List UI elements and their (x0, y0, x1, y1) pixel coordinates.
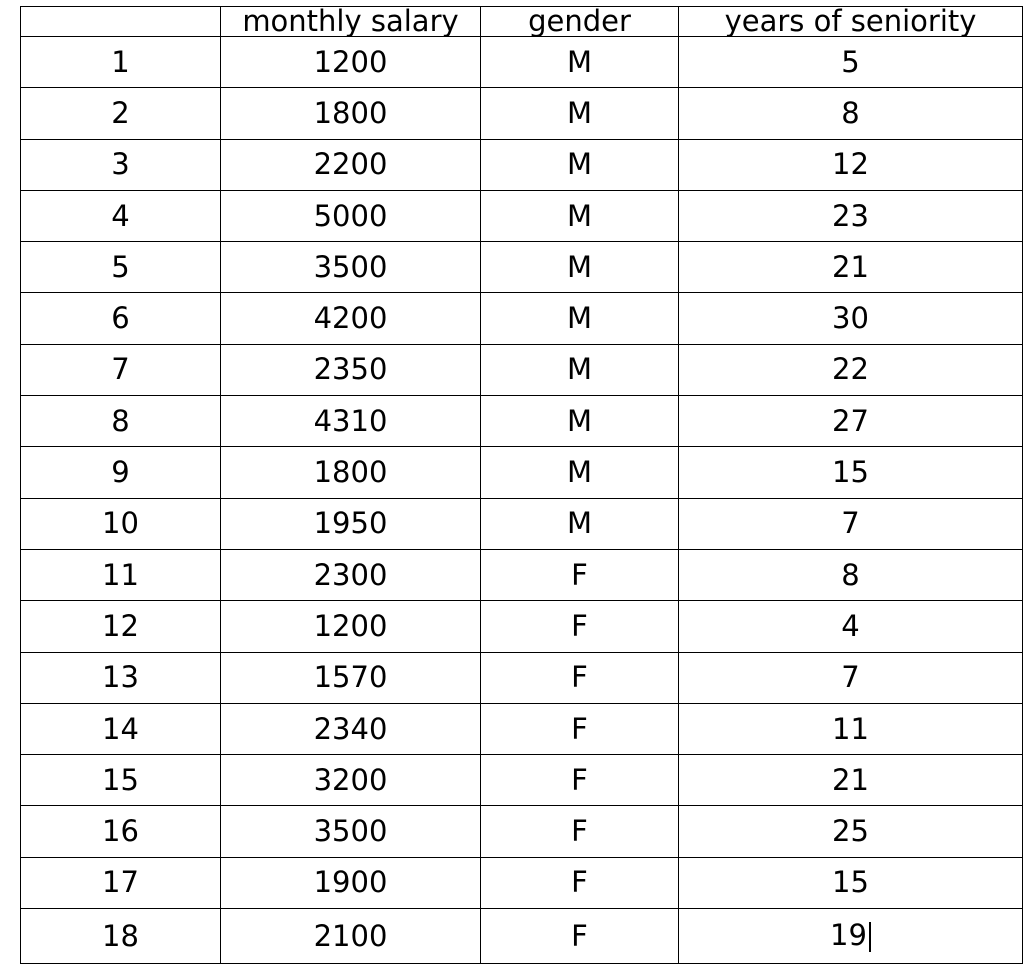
cell-index[interactable]: 15 (21, 755, 221, 806)
cell-index[interactable]: 8 (21, 396, 221, 447)
cell-years-of-seniority[interactable]: 21 (679, 755, 1023, 806)
table-row (21, 909, 1023, 964)
cell-monthly-salary[interactable]: 2100 (221, 909, 481, 964)
table-row (21, 447, 1023, 498)
cell-gender[interactable]: M (481, 396, 679, 447)
cell-years-of-seniority[interactable]: 22 (679, 344, 1023, 395)
table-row (21, 88, 1023, 139)
cell-years-of-seniority[interactable]: 19 (679, 909, 1023, 964)
cell-monthly-salary[interactable]: 2340 (221, 703, 481, 754)
cell-gender[interactable]: M (481, 447, 679, 498)
cell-gender[interactable]: M (481, 498, 679, 549)
table-row (21, 37, 1023, 88)
table-row (21, 498, 1023, 549)
cell-monthly-salary[interactable]: 1950 (221, 498, 481, 549)
cell-index[interactable]: 11 (21, 549, 221, 600)
cell-years-of-seniority[interactable]: 25 (679, 806, 1023, 857)
cell-years-of-seniority[interactable]: 21 (679, 242, 1023, 293)
cell-gender[interactable]: F (481, 755, 679, 806)
cell-index[interactable]: 13 (21, 652, 221, 703)
cell-years-of-seniority[interactable]: 30 (679, 293, 1023, 344)
header-cell-gender: gender (481, 7, 679, 37)
cell-monthly-salary[interactable]: 1800 (221, 88, 481, 139)
cell-years-of-seniority[interactable]: 15 (679, 447, 1023, 498)
table-row (21, 703, 1023, 754)
cell-index[interactable]: 1 (21, 37, 221, 88)
cell-index[interactable]: 2 (21, 88, 221, 139)
cell-gender[interactable]: F (481, 549, 679, 600)
table-row (21, 755, 1023, 806)
cell-gender[interactable]: F (481, 857, 679, 908)
cell-gender[interactable]: F (481, 909, 679, 964)
cell-monthly-salary[interactable]: 3500 (221, 806, 481, 857)
cell-monthly-salary[interactable]: 1900 (221, 857, 481, 908)
cell-index[interactable]: 14 (21, 703, 221, 754)
table-row (21, 601, 1023, 652)
cell-index[interactable]: 4 (21, 190, 221, 241)
cell-monthly-salary[interactable]: 1200 (221, 601, 481, 652)
header-cell-years-of-seniority: years of seniority (679, 7, 1023, 37)
cell-gender[interactable]: F (481, 806, 679, 857)
cell-gender[interactable]: F (481, 601, 679, 652)
cell-index[interactable]: 16 (21, 806, 221, 857)
cell-years-of-seniority[interactable]: 7 (679, 498, 1023, 549)
cell-years-of-seniority[interactable]: 23 (679, 190, 1023, 241)
header-cell-index (21, 7, 221, 37)
cell-index[interactable]: 9 (21, 447, 221, 498)
cell-monthly-salary[interactable]: 3500 (221, 242, 481, 293)
cell-years-of-seniority[interactable]: 5 (679, 37, 1023, 88)
cell-years-of-seniority[interactable]: 4 (679, 601, 1023, 652)
cell-gender[interactable]: M (481, 190, 679, 241)
cell-gender[interactable]: M (481, 37, 679, 88)
cell-years-of-seniority[interactable]: 15 (679, 857, 1023, 908)
cell-gender[interactable]: M (481, 293, 679, 344)
header-row (21, 7, 1023, 37)
cell-gender[interactable]: M (481, 139, 679, 190)
cell-index[interactable]: 17 (21, 857, 221, 908)
table-row (21, 242, 1023, 293)
table-row (21, 139, 1023, 190)
cell-index[interactable]: 3 (21, 139, 221, 190)
cell-gender[interactable]: F (481, 703, 679, 754)
table-row (21, 549, 1023, 600)
cell-index[interactable]: 6 (21, 293, 221, 344)
cell-index[interactable]: 7 (21, 344, 221, 395)
table-row (21, 806, 1023, 857)
table-row (21, 344, 1023, 395)
data-table (20, 6, 1023, 964)
cell-years-of-seniority[interactable]: 12 (679, 139, 1023, 190)
table-row (21, 857, 1023, 908)
header-cell-monthly-salary: monthly salary (221, 7, 481, 37)
cell-monthly-salary[interactable]: 5000 (221, 190, 481, 241)
cell-gender[interactable]: F (481, 652, 679, 703)
cell-years-of-seniority[interactable]: 27 (679, 396, 1023, 447)
cell-monthly-salary[interactable]: 2300 (221, 549, 481, 600)
cell-years-of-seniority[interactable]: 7 (679, 652, 1023, 703)
cell-monthly-salary[interactable]: 4200 (221, 293, 481, 344)
cell-monthly-salary[interactable]: 3200 (221, 755, 481, 806)
cell-monthly-salary[interactable]: 2350 (221, 344, 481, 395)
cell-gender[interactable]: M (481, 88, 679, 139)
cell-monthly-salary[interactable]: 1200 (221, 37, 481, 88)
cell-index[interactable]: 18 (21, 909, 221, 964)
cell-gender[interactable]: M (481, 242, 679, 293)
cell-index[interactable]: 10 (21, 498, 221, 549)
cell-index[interactable]: 5 (21, 242, 221, 293)
cell-monthly-salary[interactable]: 1800 (221, 447, 481, 498)
cell-index[interactable]: 12 (21, 601, 221, 652)
cell-monthly-salary[interactable]: 2200 (221, 139, 481, 190)
table-row (21, 396, 1023, 447)
table-row (21, 652, 1023, 703)
cell-monthly-salary[interactable]: 4310 (221, 396, 481, 447)
cell-years-of-seniority[interactable]: 8 (679, 88, 1023, 139)
cell-years-of-seniority[interactable]: 11 (679, 703, 1023, 754)
cell-gender[interactable]: M (481, 344, 679, 395)
table-row (21, 293, 1023, 344)
table-row (21, 190, 1023, 241)
cell-monthly-salary[interactable]: 1570 (221, 652, 481, 703)
cell-years-of-seniority[interactable]: 8 (679, 549, 1023, 600)
